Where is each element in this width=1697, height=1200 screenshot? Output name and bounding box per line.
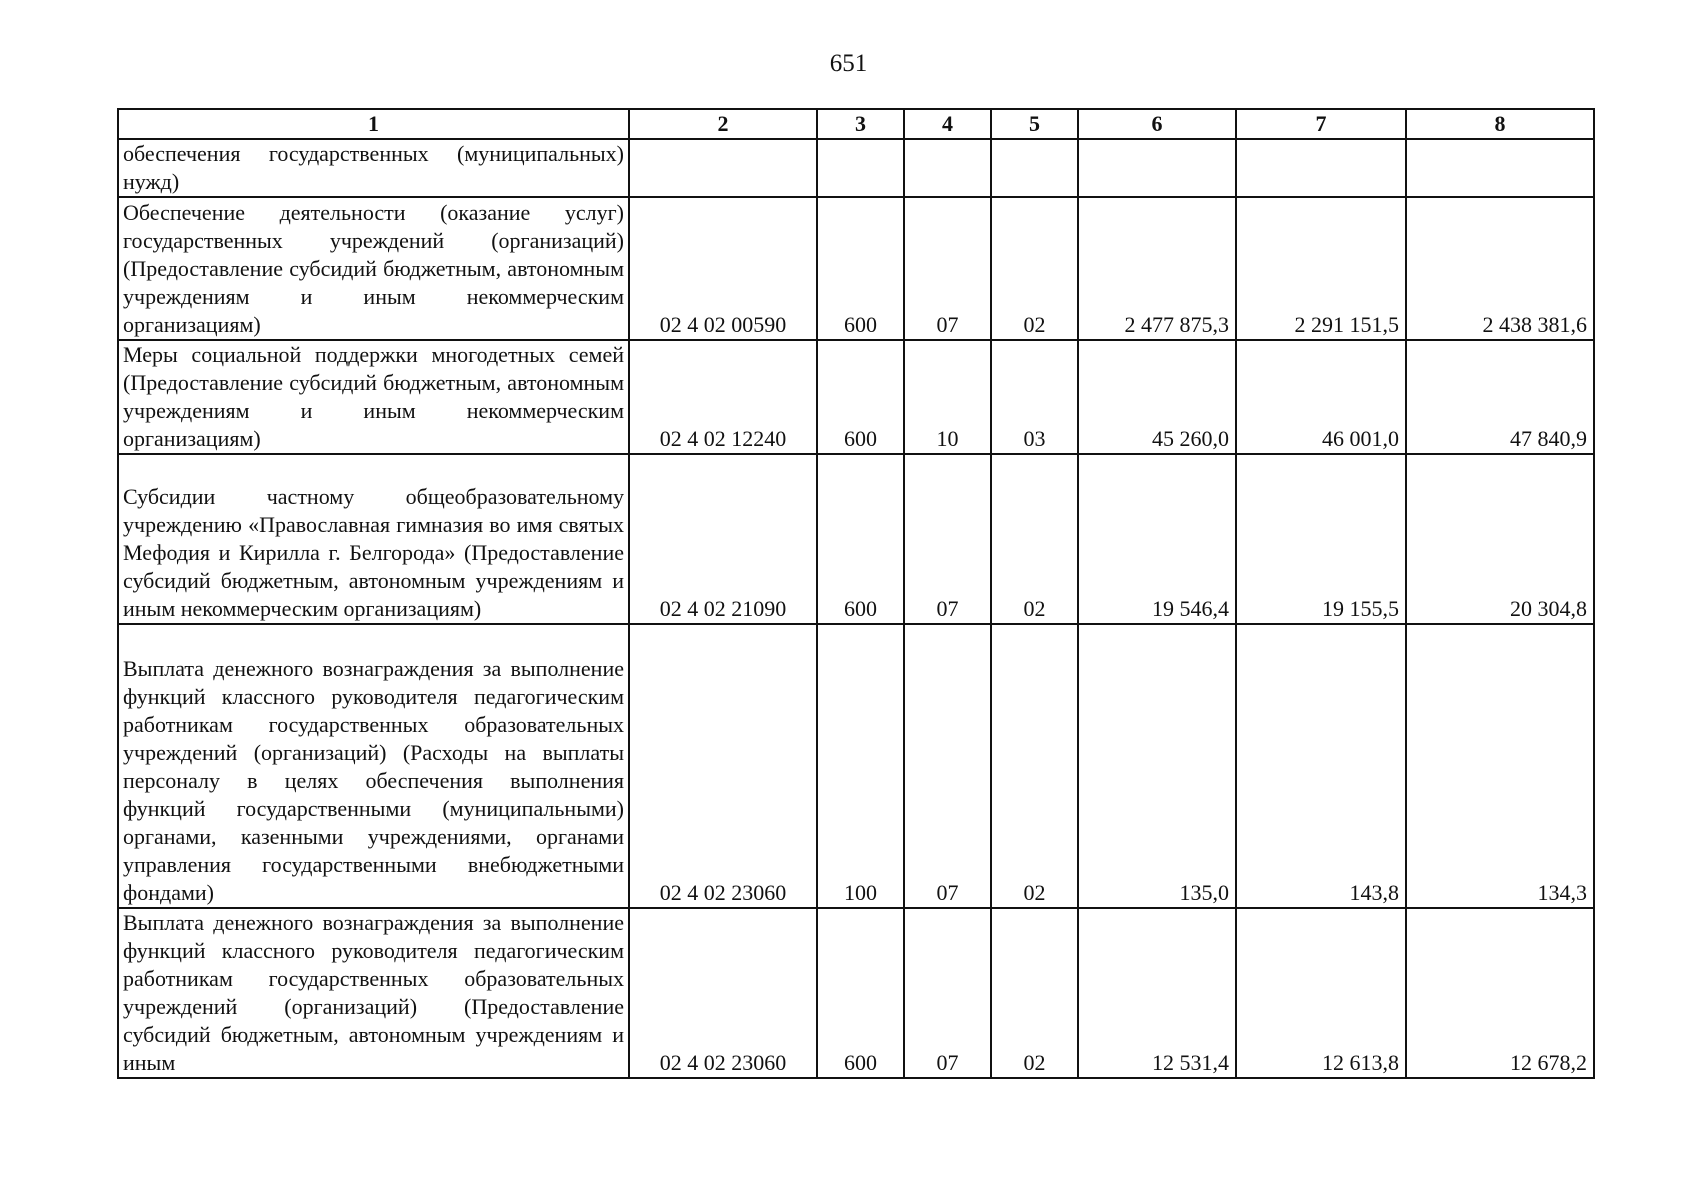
table-row [118, 908, 1594, 1078]
section-code: 07 [904, 454, 991, 624]
subsection-code: 03 [991, 340, 1078, 454]
row-description: Меры социальной поддержки многодетных семей (Предоставление субсидий бюджетным, автономным учреждениям и иным некоммерческим организациям) [118, 340, 629, 454]
expense-type: 600 [817, 340, 904, 454]
row-description: обеспечения государственных (муниципальных) нужд) [118, 139, 629, 197]
row-description: Выплата денежного вознаграждения за выполнение функций классного руководителя педагогическим работникам государственных образовательных учреждений (организаций) (Предоставление субсидий бюджетным, автономным учреждениям и иным [118, 908, 629, 1078]
table-row [118, 624, 1594, 908]
row-description: Выплата денежного вознаграждения за выполнение функций классного руководителя педагогическим работникам государственных образовательных учреждений (организаций) (Расходы на выплаты персоналу в целях обеспечения выполнения функций государственными (муниципальными) органами, казенными учреждениями, органами управления государственными внебюджетными фондами) [118, 624, 629, 908]
col-header-8: 8 [1406, 109, 1594, 139]
amount-col-7 [1236, 139, 1406, 197]
subsection-code: 02 [991, 908, 1078, 1078]
section-code: 07 [904, 624, 991, 908]
expense-type: 600 [817, 454, 904, 624]
amount-col-8: 12 678,2 [1406, 908, 1594, 1078]
row-description: Обеспечение деятельности (оказание услуг) государственных учреждений (организаций) (Предоставление субсидий бюджетным, автономным учреждениям и иным некоммерческим организациям) [118, 197, 629, 340]
amount-col-6: 45 260,0 [1078, 340, 1236, 454]
amount-col-7: 12 613,8 [1236, 908, 1406, 1078]
subsection-code [991, 139, 1078, 197]
amount-col-8: 20 304,8 [1406, 454, 1594, 624]
expense-type: 600 [817, 197, 904, 340]
page-number: 651 [829, 50, 868, 77]
expense-type [817, 139, 904, 197]
amount-col-8: 134,3 [1406, 624, 1594, 908]
expense-type: 600 [817, 908, 904, 1078]
target-code: 02 4 02 12240 [629, 340, 817, 454]
section-code: 07 [904, 908, 991, 1078]
section-code: 10 [904, 340, 991, 454]
subsection-code: 02 [991, 624, 1078, 908]
table-row [118, 139, 1594, 197]
col-header-1: 1 [118, 109, 629, 139]
table-row [118, 454, 1594, 624]
amount-col-6: 12 531,4 [1078, 908, 1236, 1078]
amount-col-7: 143,8 [1236, 624, 1406, 908]
row-description: Субсидии частному общеобразовательному учреждению «Православная гимназия во имя святых Мефодия и Кирилла г. Белгорода» (Предоставление субсидий бюджетным, автономным учреждениям и иным некоммерческим организациям) [118, 454, 629, 624]
col-header-2: 2 [629, 109, 817, 139]
expense-type: 100 [817, 624, 904, 908]
amount-col-8: 47 840,9 [1406, 340, 1594, 454]
target-code: 02 4 02 00590 [629, 197, 817, 340]
amount-col-7: 46 001,0 [1236, 340, 1406, 454]
amount-col-7: 19 155,5 [1236, 454, 1406, 624]
amount-col-6: 135,0 [1078, 624, 1236, 908]
col-header-4: 4 [904, 109, 991, 139]
amount-col-6: 2 477 875,3 [1078, 197, 1236, 340]
target-code: 02 4 02 23060 [629, 624, 817, 908]
subsection-code: 02 [991, 197, 1078, 340]
target-code [629, 139, 817, 197]
amount-col-6 [1078, 139, 1236, 197]
target-code: 02 4 02 21090 [629, 454, 817, 624]
amount-col-8 [1406, 139, 1594, 197]
target-code: 02 4 02 23060 [629, 908, 817, 1078]
budget-table [117, 108, 1595, 1079]
amount-col-7: 2 291 151,5 [1236, 197, 1406, 340]
amount-col-8: 2 438 381,6 [1406, 197, 1594, 340]
header-row [118, 109, 1594, 139]
table-row [118, 340, 1594, 454]
col-header-7: 7 [1236, 109, 1406, 139]
amount-col-6: 19 546,4 [1078, 454, 1236, 624]
subsection-code: 02 [991, 454, 1078, 624]
col-header-5: 5 [991, 109, 1078, 139]
table-row [118, 197, 1594, 340]
col-header-6: 6 [1078, 109, 1236, 139]
section-code: 07 [904, 197, 991, 340]
section-code [904, 139, 991, 197]
col-header-3: 3 [817, 109, 904, 139]
